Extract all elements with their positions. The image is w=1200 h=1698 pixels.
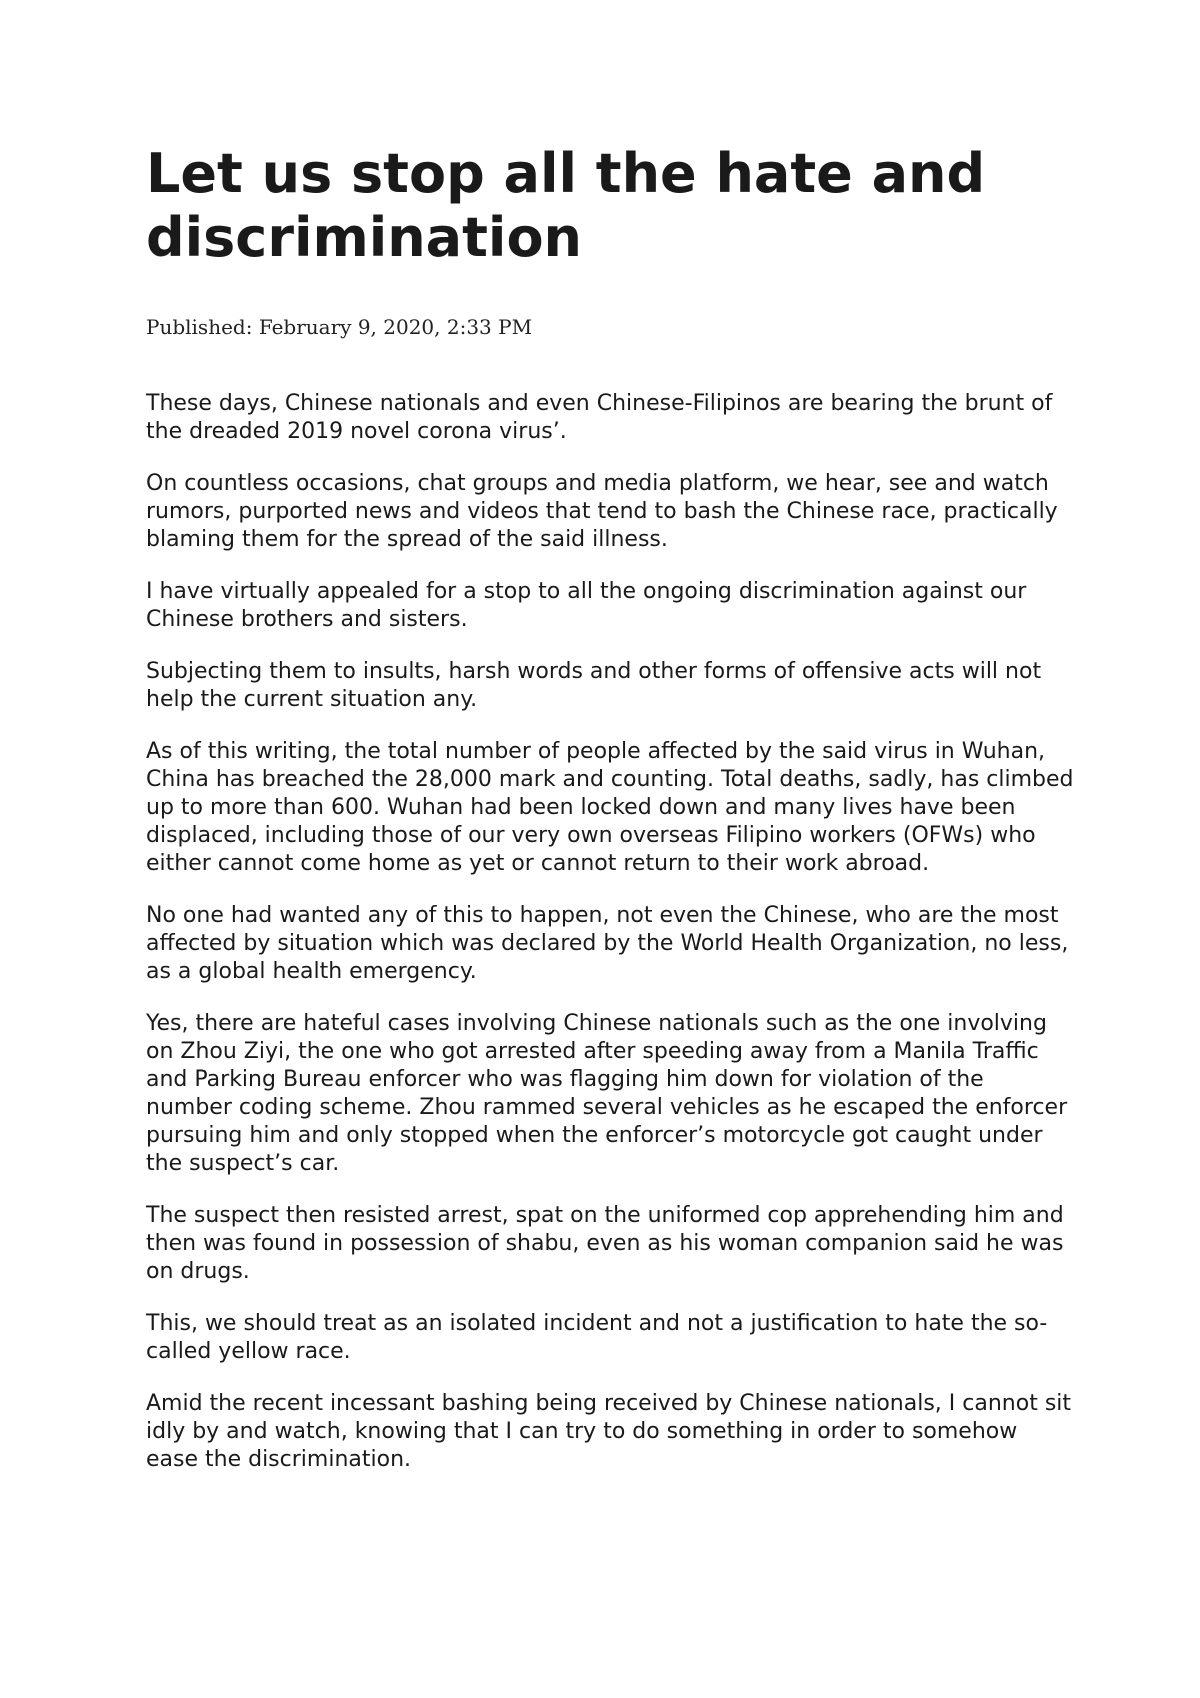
paragraph: No one had wanted any of this to happen, not even the Chinese, who are the most affected by situation which was declared by the World Health Organization, no less, as a global health emergency. (146, 903, 1069, 984)
paragraph: As of this writing, the total number of people affected by the said virus in Wuhan, China has breached the 28,000 mark and counting. Total deaths, sadly, has climbed up to more than 600. Wuhan had been locked down and many lives have been displaced, including those of our very own overseas Filipino workers (OFWs) who either cannot come home as yet or cannot return to their work abroad. (146, 739, 1074, 876)
article-title: Let us stop all the hate and discrimination (146, 142, 986, 269)
paragraph: This, we should treat as an isolated incident and not a justification to hate the so-called yellow race. (146, 1311, 1048, 1364)
document-page (146, 142, 1076, 1498)
paragraph: Amid the recent incessant bashing being received by Chinese nationals, I cannot sit idly by and watch, knowing that I can try to do something in order to somehow ease the discrimination. (146, 1391, 1072, 1472)
published-date: Published: February 9, 2020, 2:33 PM (146, 315, 533, 339)
paragraph: These days, Chinese nationals and even Chinese-Filipinos are bearing the brunt of the dreaded 2019 novel corona virus’. (146, 391, 1053, 444)
paragraph: On countless occasions, chat groups and media platform, we hear, see and watch rumors, purported news and videos that tend to bash the Chinese race, practically blaming them for the spread of the said illness. (146, 471, 1058, 552)
paragraph: Yes, there are hateful cases involving Chinese nationals such as the one involving on Zhou Ziyi, the one who got arrested after speeding away from a Manila Traffic and Parking Bureau enforcer who was flagging him down for violation of the number coding scheme. Zhou rammed several vehicles as he escaped the enforcer pursuing him and only stopped when the enforcer’s motorcycle got caught under the suspect’s car. (146, 1011, 1068, 1176)
paragraph: I have virtually appealed for a stop to all the ongoing discrimination against our Chinese brothers and sisters. (146, 579, 1027, 632)
paragraph: Subjecting them to insults, harsh words and other forms of offensive acts will not help the current situation any. (146, 659, 1042, 712)
paragraph: The suspect then resisted arrest, spat on the uniformed cop apprehending him and then was found in possession of shabu, even as his woman companion said he was on drugs. (146, 1203, 1064, 1284)
article-body (146, 390, 1076, 1474)
